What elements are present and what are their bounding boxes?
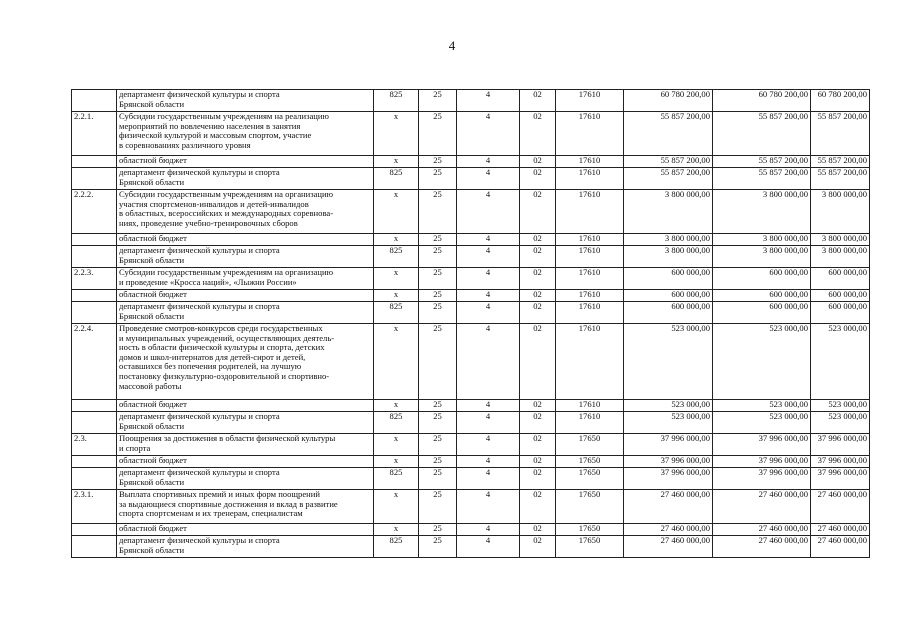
row-number-cell: [72, 468, 117, 490]
amount-year2-cell: 523 000,00: [713, 324, 811, 400]
amount-year1-cell: 3 800 000,00: [624, 190, 713, 234]
section-cell: 25: [419, 490, 457, 524]
subprogram-cell: 02: [520, 90, 556, 112]
subsection-cell: 4: [457, 400, 520, 412]
subsection-cell: 4: [457, 290, 520, 302]
subsection-cell: 4: [457, 156, 520, 168]
code-cell: х: [374, 400, 419, 412]
subprogram-cell: 02: [520, 536, 556, 558]
target-article-cell: 17650: [556, 524, 624, 536]
amount-year3-cell: 523 000,00: [811, 324, 870, 400]
subprogram-cell: 02: [520, 456, 556, 468]
subprogram-cell: 02: [520, 434, 556, 456]
subsection-cell: 4: [457, 246, 520, 268]
target-article-cell: 17610: [556, 246, 624, 268]
amount-year2-cell: 3 800 000,00: [713, 190, 811, 234]
amount-year3-cell: 37 996 000,00: [811, 434, 870, 456]
row-number-cell: [72, 156, 117, 168]
table-row: [72, 302, 870, 324]
subprogram-cell: 02: [520, 468, 556, 490]
description-cell: департамент физической культуры и спорта Брянской области: [117, 536, 374, 558]
section-cell: 25: [419, 156, 457, 168]
amount-year2-cell: 27 460 000,00: [713, 490, 811, 524]
section-cell: 25: [419, 168, 457, 190]
description-cell: Субсидии государственным учреждениям на организацию и проведение «Кросса наций», «Лыжни России»: [117, 268, 374, 290]
amount-year1-cell: 55 857 200,00: [624, 168, 713, 190]
table-body: [72, 90, 870, 558]
target-article-cell: 17610: [556, 156, 624, 168]
description-cell: департамент физической культуры и спорта Брянской области: [117, 90, 374, 112]
code-cell: х: [374, 456, 419, 468]
amount-year3-cell: 27 460 000,00: [811, 490, 870, 524]
code-cell: х: [374, 268, 419, 290]
code-cell: х: [374, 324, 419, 400]
amount-year1-cell: 523 000,00: [624, 324, 713, 400]
amount-year2-cell: 3 800 000,00: [713, 234, 811, 246]
table-row: [72, 168, 870, 190]
row-number-cell: [72, 234, 117, 246]
code-cell: х: [374, 490, 419, 524]
amount-year3-cell: 600 000,00: [811, 268, 870, 290]
subsection-cell: 4: [457, 412, 520, 434]
description-cell: областной бюджет: [117, 524, 374, 536]
description-cell: департамент физической культуры и спорта Брянской области: [117, 412, 374, 434]
table-row: [72, 268, 870, 290]
row-number-cell: [72, 290, 117, 302]
subsection-cell: 4: [457, 302, 520, 324]
code-cell: х: [374, 434, 419, 456]
code-cell: 825: [374, 246, 419, 268]
amount-year3-cell: 55 857 200,00: [811, 168, 870, 190]
description-cell: областной бюджет: [117, 234, 374, 246]
subprogram-cell: 02: [520, 400, 556, 412]
section-cell: 25: [419, 112, 457, 156]
row-number-cell: 2.2.4.: [72, 324, 117, 400]
amount-year3-cell: 3 800 000,00: [811, 234, 870, 246]
description-cell: Выплата спортивных премий и иных форм поощрений за выдающиеся спортивные достижения и вклад в развитие спорта спортсменам и их тренерам, специалистам: [117, 490, 374, 524]
table-row: [72, 536, 870, 558]
subprogram-cell: 02: [520, 524, 556, 536]
code-cell: 825: [374, 468, 419, 490]
amount-year3-cell: 27 460 000,00: [811, 524, 870, 536]
amount-year3-cell: 3 800 000,00: [811, 246, 870, 268]
description-cell: Субсидии государственным учреждениям на реализацию мероприятий по вовлечению населения в занятия физической культурой и массовым спортом, участие в соревнованиях различного уровня: [117, 112, 374, 156]
amount-year1-cell: 27 460 000,00: [624, 524, 713, 536]
subprogram-cell: 02: [520, 302, 556, 324]
code-cell: х: [374, 290, 419, 302]
target-article-cell: 17650: [556, 490, 624, 524]
subsection-cell: 4: [457, 112, 520, 156]
section-cell: 25: [419, 434, 457, 456]
table-row: [72, 190, 870, 234]
row-number-cell: [72, 302, 117, 324]
section-cell: 25: [419, 324, 457, 400]
table-row: [72, 524, 870, 536]
amount-year3-cell: 523 000,00: [811, 412, 870, 434]
target-article-cell: 17610: [556, 268, 624, 290]
subprogram-cell: 02: [520, 412, 556, 434]
amount-year3-cell: 600 000,00: [811, 302, 870, 324]
subprogram-cell: 02: [520, 246, 556, 268]
amount-year2-cell: 55 857 200,00: [713, 112, 811, 156]
section-cell: 25: [419, 400, 457, 412]
row-number-cell: [72, 524, 117, 536]
row-number-cell: 2.2.1.: [72, 112, 117, 156]
target-article-cell: 17610: [556, 400, 624, 412]
table-row: [72, 246, 870, 268]
code-cell: х: [374, 190, 419, 234]
subsection-cell: 4: [457, 434, 520, 456]
amount-year1-cell: 600 000,00: [624, 290, 713, 302]
description-cell: Поощрения за достижения в области физической культуры и спорта: [117, 434, 374, 456]
code-cell: 825: [374, 536, 419, 558]
table-row: [72, 324, 870, 400]
subprogram-cell: 02: [520, 324, 556, 400]
amount-year2-cell: 523 000,00: [713, 400, 811, 412]
row-number-cell: 2.3.1.: [72, 490, 117, 524]
target-article-cell: 17610: [556, 190, 624, 234]
section-cell: 25: [419, 234, 457, 246]
amount-year2-cell: 37 996 000,00: [713, 468, 811, 490]
target-article-cell: 17610: [556, 324, 624, 400]
amount-year2-cell: 60 780 200,00: [713, 90, 811, 112]
amount-year1-cell: 3 800 000,00: [624, 234, 713, 246]
subsection-cell: 4: [457, 536, 520, 558]
description-cell: Субсидии государственным учреждениям на организацию участия спортсменов-инвалидов и детей-инвалидов в областных, всероссийских и международных соревнова- ниях, проведение учебно-тренировочных сборов: [117, 190, 374, 234]
table-row: [72, 456, 870, 468]
amount-year1-cell: 523 000,00: [624, 412, 713, 434]
table-row: [72, 234, 870, 246]
row-number-cell: [72, 168, 117, 190]
amount-year3-cell: 55 857 200,00: [811, 112, 870, 156]
amount-year1-cell: 55 857 200,00: [624, 112, 713, 156]
subprogram-cell: 02: [520, 168, 556, 190]
target-article-cell: 17610: [556, 112, 624, 156]
table-row: [72, 290, 870, 302]
subprogram-cell: 02: [520, 268, 556, 290]
description-cell: областной бюджет: [117, 290, 374, 302]
target-article-cell: 17610: [556, 90, 624, 112]
table-row: [72, 90, 870, 112]
amount-year1-cell: 600 000,00: [624, 302, 713, 324]
row-number-cell: [72, 400, 117, 412]
code-cell: х: [374, 156, 419, 168]
amount-year2-cell: 27 460 000,00: [713, 536, 811, 558]
section-cell: 25: [419, 90, 457, 112]
target-article-cell: 17610: [556, 290, 624, 302]
target-article-cell: 17610: [556, 302, 624, 324]
target-article-cell: 17610: [556, 412, 624, 434]
subsection-cell: 4: [457, 490, 520, 524]
subprogram-cell: 02: [520, 156, 556, 168]
amount-year1-cell: 37 996 000,00: [624, 456, 713, 468]
target-article-cell: 17610: [556, 234, 624, 246]
amount-year2-cell: 600 000,00: [713, 268, 811, 290]
amount-year3-cell: 600 000,00: [811, 290, 870, 302]
amount-year1-cell: 37 996 000,00: [624, 468, 713, 490]
section-cell: 25: [419, 290, 457, 302]
row-number-cell: [72, 412, 117, 434]
table-row: [72, 156, 870, 168]
amount-year1-cell: 37 996 000,00: [624, 434, 713, 456]
subprogram-cell: 02: [520, 190, 556, 234]
row-number-cell: [72, 246, 117, 268]
code-cell: 825: [374, 412, 419, 434]
table-row: [72, 400, 870, 412]
row-number-cell: 2.3.: [72, 434, 117, 456]
amount-year2-cell: 523 000,00: [713, 412, 811, 434]
row-number-cell: [72, 456, 117, 468]
subsection-cell: 4: [457, 324, 520, 400]
table-row: [72, 434, 870, 456]
target-article-cell: 17650: [556, 536, 624, 558]
subprogram-cell: 02: [520, 490, 556, 524]
amount-year2-cell: 27 460 000,00: [713, 524, 811, 536]
table-row: [72, 112, 870, 156]
table-row: [72, 490, 870, 524]
section-cell: 25: [419, 536, 457, 558]
description-cell: департамент физической культуры и спорта Брянской области: [117, 168, 374, 190]
description-cell: Проведение смотров-конкурсов среди государственных и муниципальных учреждений, осуществляющих деятель- ность в области физической культуры и спорта, детских домов и школ-интернатов для детей-сирот и детей, оставшихся без попечения родителей, на лучшую постановку физкультурно-оздоровительной и спортивно- массовой работы: [117, 324, 374, 400]
subsection-cell: 4: [457, 168, 520, 190]
code-cell: 825: [374, 90, 419, 112]
amount-year2-cell: 3 800 000,00: [713, 246, 811, 268]
subsection-cell: 4: [457, 234, 520, 246]
description-cell: областной бюджет: [117, 456, 374, 468]
section-cell: 25: [419, 412, 457, 434]
amount-year3-cell: 37 996 000,00: [811, 468, 870, 490]
amount-year1-cell: 600 000,00: [624, 268, 713, 290]
code-cell: х: [374, 524, 419, 536]
amount-year1-cell: 523 000,00: [624, 400, 713, 412]
section-cell: 25: [419, 456, 457, 468]
amount-year2-cell: 600 000,00: [713, 302, 811, 324]
amount-year3-cell: 37 996 000,00: [811, 456, 870, 468]
code-cell: 825: [374, 168, 419, 190]
amount-year1-cell: 55 857 200,00: [624, 156, 713, 168]
code-cell: х: [374, 234, 419, 246]
subprogram-cell: 02: [520, 290, 556, 302]
description-cell: департамент физической культуры и спорта Брянской области: [117, 302, 374, 324]
row-number-cell: 2.2.2.: [72, 190, 117, 234]
description-cell: департамент физической культуры и спорта Брянской области: [117, 468, 374, 490]
section-cell: 25: [419, 190, 457, 234]
subsection-cell: 4: [457, 268, 520, 290]
code-cell: 825: [374, 302, 419, 324]
amount-year3-cell: 55 857 200,00: [811, 156, 870, 168]
row-number-cell: [72, 90, 117, 112]
target-article-cell: 17650: [556, 456, 624, 468]
amount-year2-cell: 37 996 000,00: [713, 456, 811, 468]
code-cell: х: [374, 112, 419, 156]
row-number-cell: [72, 536, 117, 558]
amount-year3-cell: 60 780 200,00: [811, 90, 870, 112]
target-article-cell: 17610: [556, 168, 624, 190]
subsection-cell: 4: [457, 456, 520, 468]
amount-year2-cell: 55 857 200,00: [713, 168, 811, 190]
subsection-cell: 4: [457, 90, 520, 112]
amount-year1-cell: 3 800 000,00: [624, 246, 713, 268]
budget-table: [71, 89, 870, 558]
section-cell: 25: [419, 246, 457, 268]
amount-year3-cell: 523 000,00: [811, 400, 870, 412]
subsection-cell: 4: [457, 468, 520, 490]
amount-year1-cell: 27 460 000,00: [624, 536, 713, 558]
description-cell: департамент физической культуры и спорта Брянской области: [117, 246, 374, 268]
amount-year2-cell: 55 857 200,00: [713, 156, 811, 168]
description-cell: областной бюджет: [117, 156, 374, 168]
subsection-cell: 4: [457, 190, 520, 234]
target-article-cell: 17650: [556, 468, 624, 490]
section-cell: 25: [419, 468, 457, 490]
amount-year1-cell: 60 780 200,00: [624, 90, 713, 112]
table-row: [72, 412, 870, 434]
row-number-cell: 2.2.3.: [72, 268, 117, 290]
amount-year3-cell: 27 460 000,00: [811, 536, 870, 558]
target-article-cell: 17650: [556, 434, 624, 456]
amount-year2-cell: 37 996 000,00: [713, 434, 811, 456]
subsection-cell: 4: [457, 524, 520, 536]
section-cell: 25: [419, 302, 457, 324]
table-row: [72, 468, 870, 490]
section-cell: 25: [419, 268, 457, 290]
subprogram-cell: 02: [520, 112, 556, 156]
amount-year3-cell: 3 800 000,00: [811, 190, 870, 234]
description-cell: областной бюджет: [117, 400, 374, 412]
section-cell: 25: [419, 524, 457, 536]
amount-year2-cell: 600 000,00: [713, 290, 811, 302]
amount-year1-cell: 27 460 000,00: [624, 490, 713, 524]
subprogram-cell: 02: [520, 234, 556, 246]
page-number: 4: [448, 38, 456, 53]
